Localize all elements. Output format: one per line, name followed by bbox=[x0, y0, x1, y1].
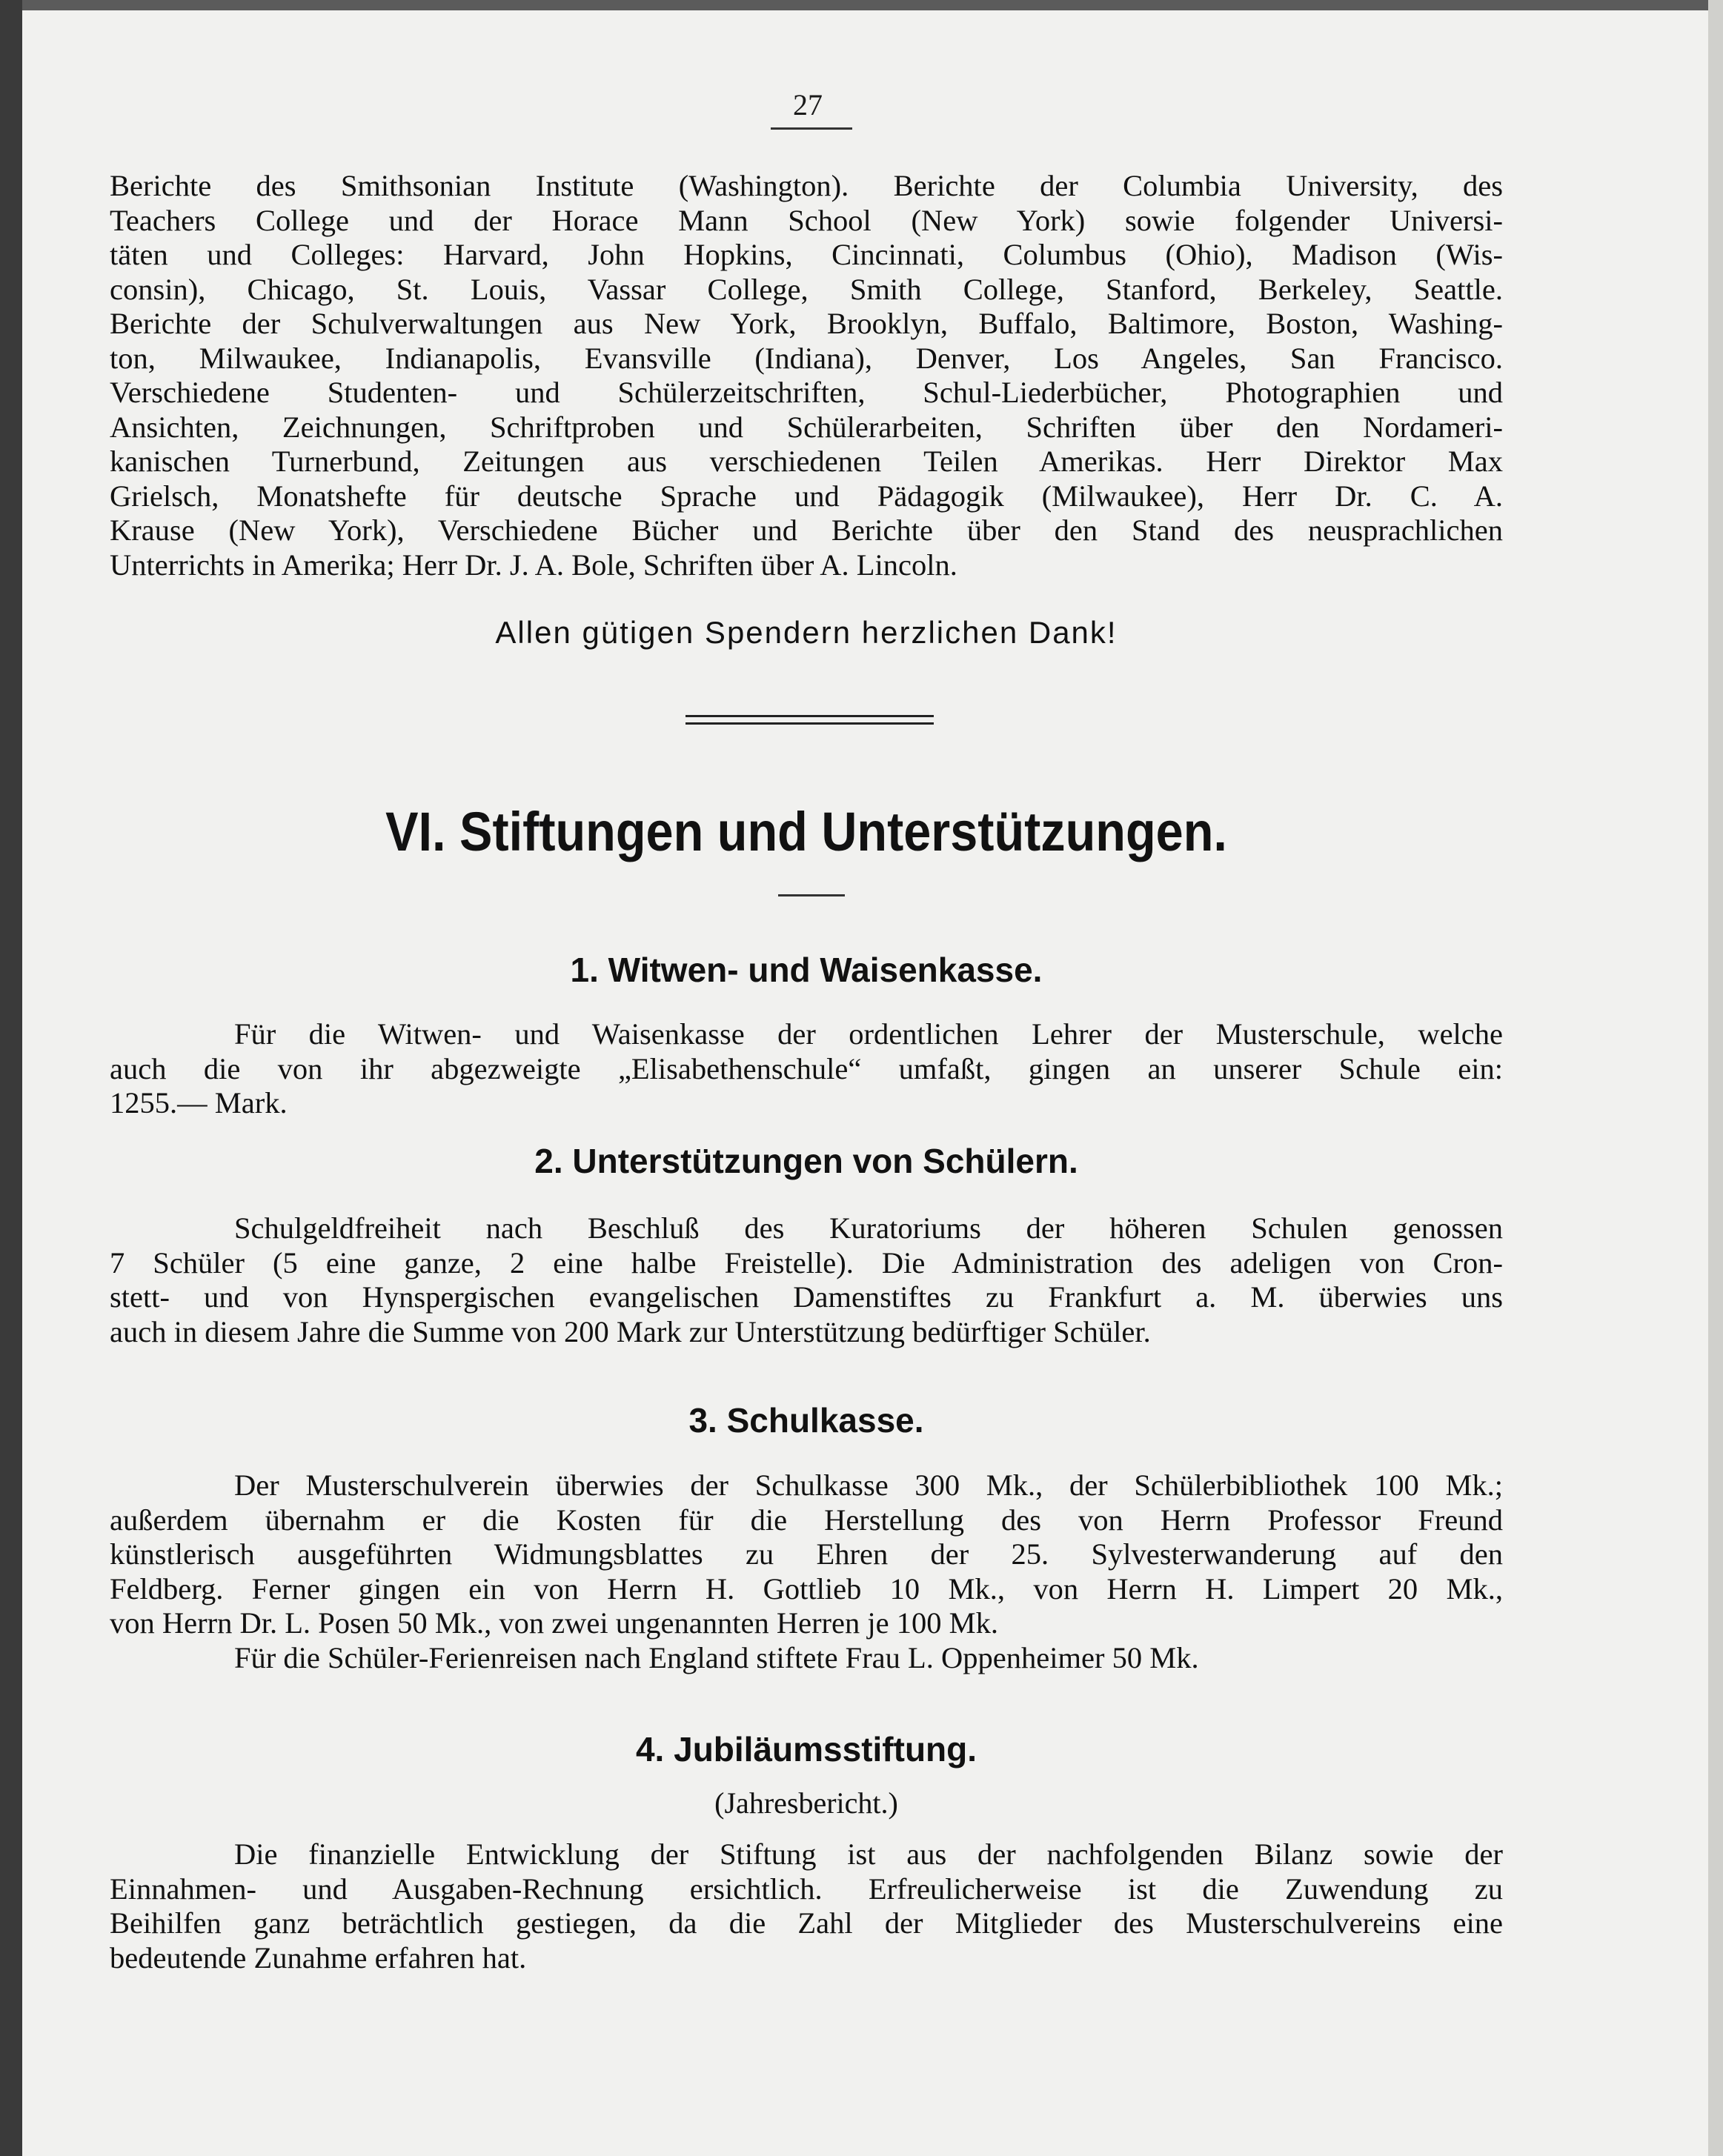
intro-line: Ansichten, Zeichnungen, Schriftproben und Schülerarbeiten, Schriften über den Nordameri- bbox=[110, 410, 1503, 444]
intro-line: Berichte des Smithsonian Institute (Washington). Berichte der Columbia University, des bbox=[110, 169, 1503, 202]
section-2-line: stett- und von Hynspergischen evangelischen Damenstiftes zu Frankfurt a. M. überwies uns bbox=[110, 1280, 1503, 1314]
section-2-line: 7 Schüler (5 eine ganze, 2 eine halbe Freistelle). Die Administration des adeligen von Cron- bbox=[110, 1245, 1503, 1280]
intro-line: Krause (New York), Verschiedene Bücher und Berichte über den Stand des neusprachlichen bbox=[110, 513, 1503, 547]
intro-line: Berichte der Schulverwaltungen aus New York, Brooklyn, Buffalo, Baltimore, Boston, Washing- bbox=[110, 307, 1503, 340]
section-4-line: Die finanzielle Entwicklung der Stiftung ist aus der nachfolgenden Bilanz sowie der bbox=[234, 1837, 1503, 1871]
section-3-line: Feldberg. Ferner gingen ein von Herrn H. Gottlieb 10 Mk., von Herrn H. Limpert 20 Mk., bbox=[110, 1571, 1503, 1606]
section-4-line: Beihilfen ganz beträchtlich gestiegen, da die Zahl der Mitglieder des Musterschulvereins eine bbox=[110, 1906, 1503, 1940]
intro-line: kanischen Turnerbund, Zeitungen aus verschiedenen Teilen Amerikas. Herr Direktor Max bbox=[110, 445, 1503, 478]
section-2-line: auch in diesem Jahre die Summe von 200 Mark zur Unterstützung bedürftiger Schüler. bbox=[110, 1314, 1151, 1348]
scan-edge-left bbox=[0, 0, 22, 2156]
section-1-paragraph bbox=[110, 1017, 1503, 1121]
section-1-line: Für die Witwen- und Waisenkasse der ordentlichen Lehrer der Musterschule, welche bbox=[234, 1017, 1503, 1051]
chapter-title: VI. Stiftungen und Unterstützungen. bbox=[385, 801, 1227, 862]
section-1-line: auch die von ihr abgezweigte „Elisabethenschule“ umfaßt, gingen an unserer Schule ein: bbox=[110, 1051, 1503, 1085]
scan-edge-right bbox=[1708, 0, 1723, 2156]
chapter-rule bbox=[778, 894, 845, 896]
page-number: 27 bbox=[793, 88, 823, 122]
section-2-paragraph bbox=[110, 1211, 1503, 1349]
section-4-line: bedeutende Zunahme erfahren hat. bbox=[110, 1940, 527, 1974]
double-rule-top bbox=[685, 715, 934, 717]
intro-paragraph bbox=[110, 169, 1503, 582]
intro-line: Verschiedene Studenten- und Schülerzeitschriften, Schul-Liederbücher, Photographien und bbox=[110, 376, 1503, 409]
section-3-line: Der Musterschulverein überwies der Schulkasse 300 Mk., der Schülerbibliothek 100 Mk.; bbox=[234, 1468, 1503, 1502]
section-3-line: von Herrn Dr. L. Posen 50 Mk., von zwei ungenannten Herren je 100 Mk. bbox=[110, 1606, 999, 1640]
section-3-line: außerdem übernahm er die Kosten für die Herstellung des von Herrn Professor Freund bbox=[110, 1503, 1503, 1537]
double-rule-bottom bbox=[685, 722, 934, 725]
intro-line: Teachers College und der Horace Mann School (New York) sowie folgender Universi- bbox=[110, 203, 1503, 237]
section-4-title: 4. Jubiläumsstiftung. bbox=[635, 1730, 977, 1769]
section-1-title: 1. Witwen- und Waisenkasse. bbox=[570, 951, 1043, 989]
thanks-line: Allen gütigen Spendern herzlichen Dank! bbox=[495, 615, 1118, 650]
intro-line: consin), Chicago, St. Louis, Vassar College, Smith College, Stanford, Berkeley, Seattle. bbox=[110, 272, 1503, 306]
section-3-paragraph bbox=[110, 1468, 1503, 1675]
section-3-title: 3. Schulkasse. bbox=[688, 1401, 924, 1440]
intro-line: Grielsch, Monatshefte für deutsche Sprache und Pädagogik (Milwaukee), Herr Dr. C. A. bbox=[110, 479, 1503, 513]
section-4-paragraph bbox=[110, 1837, 1503, 1975]
scan-edge-top bbox=[0, 0, 1723, 10]
intro-line: ton, Milwaukee, Indianapolis, Evansville (Indiana), Denver, Los Angeles, San Francisco. bbox=[110, 341, 1503, 375]
section-2-line: Schulgeldfreiheit nach Beschluß des Kuratoriums der höheren Schulen genossen bbox=[234, 1211, 1503, 1245]
section-1-line: 1255.— Mark. bbox=[110, 1086, 288, 1119]
intro-line: täten und Colleges: Harvard, John Hopkins, Cincinnati, Columbus (Ohio), Madison (Wis- bbox=[110, 238, 1503, 271]
section-3-line: künstlerisch ausgeführten Widmungsblattes zu Ehren der 25. Sylvesterwanderung auf den bbox=[110, 1537, 1503, 1571]
section-3-line: Für die Schüler-Ferienreisen nach England stiftete Frau L. Oppenheimer 50 Mk. bbox=[234, 1640, 1199, 1674]
section-4-line: Einnahmen- und Ausgaben-Rechnung ersichtlich. Erfreulicherweise ist die Zuwendung zu bbox=[110, 1871, 1503, 1906]
intro-line: Unterrichts in Amerika; Herr Dr. J. A. Bole, Schriften über A. Lincoln. bbox=[110, 548, 957, 582]
page-number-rule bbox=[771, 127, 852, 130]
section-2-title: 2. Unterstützungen von Schülern. bbox=[534, 1142, 1078, 1180]
section-4-subtitle: (Jahresbericht.) bbox=[714, 1786, 898, 1820]
